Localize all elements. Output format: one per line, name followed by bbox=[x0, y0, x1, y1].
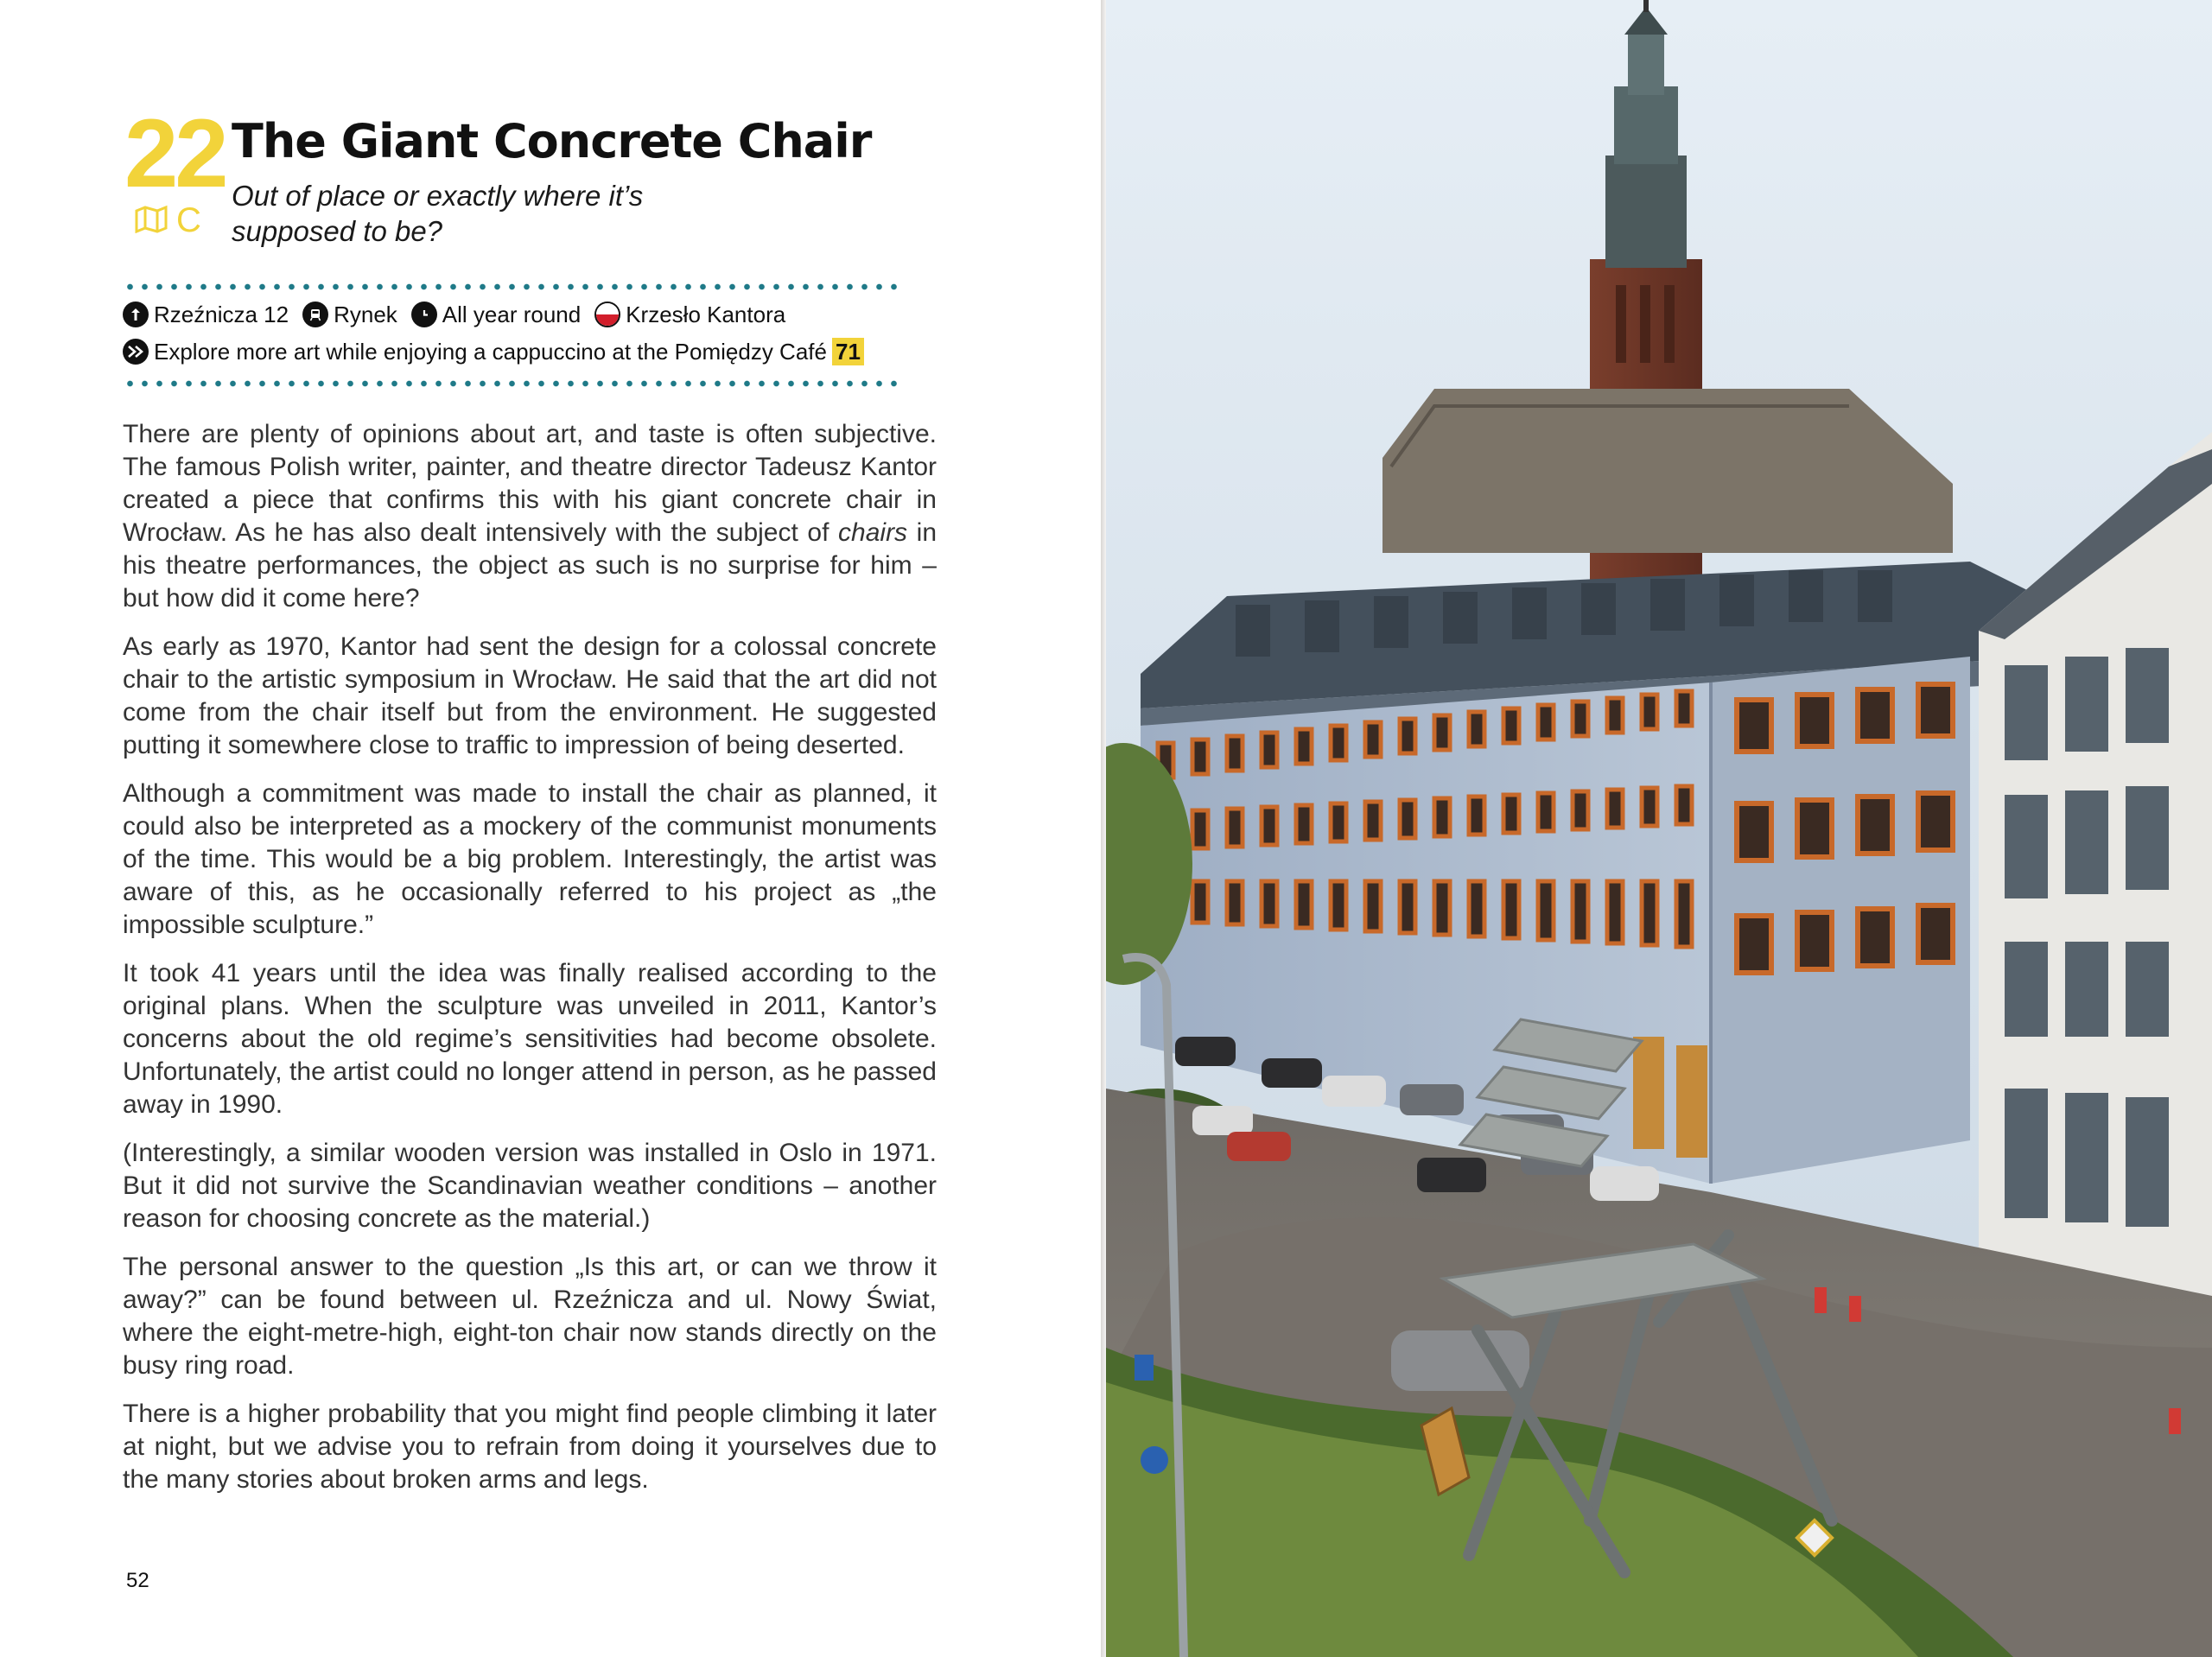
left-page bbox=[0, 0, 1101, 1657]
page-title: The Giant Concrete Chair bbox=[232, 114, 872, 168]
right-page-photo bbox=[1106, 0, 2212, 1657]
article-body bbox=[123, 418, 937, 1512]
paragraph-4: It took 41 years until the idea was finally realised according to the original plans. When the sculpture was unveiled in 2011, Kantor’s concerns about the old regime’s sensitivities had become obsolete. Unfortunately, the artist could no longer attend in person, as he passed away in 1990. bbox=[123, 959, 937, 1119]
paragraph-3: Although a commitment was made to install the chair as planned, it could also be interpreted as a mockery of the communist monuments of the time. This would be a big problem. Interestingly, the artist was aware of this, as he occasionally referred to his project as „the impossible sculpture.” bbox=[123, 779, 937, 939]
info-row-1 bbox=[123, 301, 900, 328]
hours-text: All year round bbox=[442, 302, 582, 327]
direction-icon bbox=[123, 302, 149, 327]
local-name-text: Krzesło Kantora bbox=[626, 302, 786, 327]
page-number: 52 bbox=[126, 1569, 149, 1592]
polish-flag-icon bbox=[594, 302, 620, 327]
map-icon bbox=[135, 204, 168, 238]
paragraph-6: The personal answer to the question „Is this art, or can we throw it away?” can be found between ul. Rzeźnicza and ul. Nowy Świat, where the eight-metre-high, eight-ton chair now stands directly on the busy ring road. bbox=[123, 1253, 937, 1380]
emphasis-chairs: chairs bbox=[838, 518, 908, 547]
tip-ref-badge: 71 bbox=[832, 338, 864, 365]
paragraph-5: (Interestingly, a similar wooden version was installed in Oslo in 1971. But it did not survive the Scandinavian weather conditions – another reason for choosing concrete as the material.) bbox=[123, 1139, 937, 1233]
map-grid-ref bbox=[135, 203, 201, 238]
stop-text: Rynek bbox=[334, 302, 397, 327]
fast-forward-icon bbox=[123, 339, 149, 365]
tip-text: Explore more art while enjoying a cappuccino at the Pomiędzy Café bbox=[154, 339, 827, 365]
dotted-divider-bottom bbox=[123, 380, 899, 387]
tram-icon bbox=[302, 302, 328, 327]
entry-number: 22 bbox=[124, 99, 226, 207]
page-subtitle: Out of place or exactly where it’s supposed to be? bbox=[232, 180, 644, 247]
paragraph-2: As early as 1970, Kantor had sent the design for a colossal concrete chair to the artistic symposium in Wrocław. He said that the art did not come from the chair itself but from the environment. He suggested putting it somewhere close to traffic to impression of being deserted. bbox=[123, 632, 937, 759]
dotted-divider-top bbox=[123, 283, 899, 290]
clock-icon bbox=[411, 302, 437, 327]
chair-street-photo bbox=[1106, 0, 2212, 1657]
grid-letter: C bbox=[176, 201, 201, 239]
info-row-2 bbox=[123, 338, 900, 365]
address-text: Rzeźnicza 12 bbox=[154, 302, 289, 327]
paragraph-1: There are plenty of opinions about art, and taste is often subjective. The famous Polish writer, painter, and theatre director Tadeusz Kantor created a piece that confirms this with his giant concrete chair in Wrocław. As he has also dealt intensively with the subject of chairs in his theatre performances, the object as such is no surprise for him – but how did it come here? bbox=[123, 420, 938, 613]
paragraph-7: There is a higher probability that you might find people climbing it later at night, but we advise you to refrain from doing it yourselves due to the many stories about broken arms and legs. bbox=[123, 1400, 937, 1494]
